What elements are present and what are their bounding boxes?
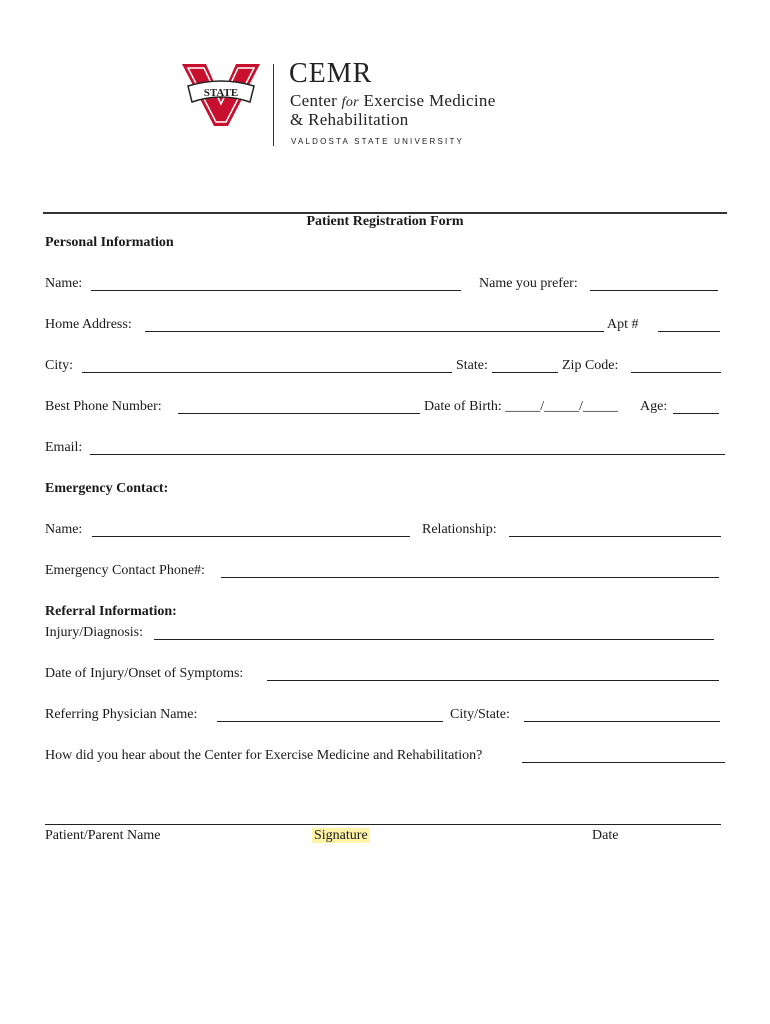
apt-label: Apt #	[607, 317, 639, 332]
logo-line-1b: Exercise Medicine	[358, 91, 496, 110]
signature-field[interactable]	[312, 828, 370, 844]
physician-field[interactable]	[217, 721, 443, 722]
onset-row	[45, 666, 725, 686]
name-row	[45, 276, 725, 296]
personal-heading: Personal Information	[45, 235, 174, 250]
preferred-name-label: Name you prefer:	[479, 276, 578, 291]
emergency-name-field[interactable]	[92, 536, 410, 537]
city-row	[45, 358, 725, 378]
patient-name-label: Patient/Parent Name	[45, 828, 161, 843]
state-label: State:	[456, 358, 488, 373]
phone-label: Best Phone Number:	[45, 399, 162, 414]
city-state-field[interactable]	[524, 721, 720, 722]
address-row	[45, 317, 725, 337]
preferred-name-field[interactable]	[590, 290, 718, 291]
logo-line-1	[290, 91, 496, 111]
logo-line-1-for: for	[341, 95, 359, 110]
emergency-name-label: Name:	[45, 522, 83, 537]
relationship-label: Relationship:	[422, 522, 497, 537]
physician-label: Referring Physician Name:	[45, 707, 198, 722]
address-label: Home Address:	[45, 317, 132, 332]
logo-title: CEMR	[289, 58, 373, 89]
signature-line[interactable]	[45, 824, 721, 825]
injury-row	[45, 625, 725, 645]
state-field[interactable]	[492, 372, 558, 373]
valdosta-v-logo-icon	[176, 62, 266, 128]
emergency-name-row	[45, 522, 725, 542]
address-field[interactable]	[145, 331, 604, 332]
phone-row	[45, 399, 725, 419]
logo-badge-text: STATE	[203, 87, 239, 99]
signature-label: Signature	[314, 828, 368, 843]
injury-field[interactable]	[154, 639, 714, 640]
name-field[interactable]	[91, 290, 461, 291]
onset-field[interactable]	[267, 680, 719, 681]
hear-about-row	[45, 748, 725, 768]
hear-about-label: How did you hear about the Center for Exercise Medicine and Rehabilitation?	[45, 748, 483, 763]
dob-label[interactable]: Date of Birth: _____/_____/_____	[424, 399, 619, 414]
form-title: Patient Registration Form	[306, 214, 464, 229]
email-field[interactable]	[90, 454, 725, 455]
emergency-phone-field[interactable]	[221, 577, 719, 578]
email-label: Email:	[45, 440, 83, 455]
relationship-field[interactable]	[509, 536, 721, 537]
emergency-phone-row	[45, 563, 725, 583]
zip-label: Zip Code:	[562, 358, 619, 373]
logo-university: VALDOSTA STATE UNIVERSITY	[291, 137, 465, 146]
city-state-label: City/State:	[450, 707, 510, 722]
date-label: Date	[592, 828, 619, 843]
email-row	[45, 440, 725, 460]
hear-about-field[interactable]	[522, 762, 725, 763]
onset-label: Date of Injury/Onset of Symptoms:	[45, 666, 244, 681]
physician-row	[45, 707, 725, 727]
logo-divider	[273, 64, 274, 146]
referral-heading: Referral Information:	[45, 604, 177, 619]
logo-line-2: & Rehabilitation	[290, 110, 409, 129]
apt-field[interactable]	[658, 331, 720, 332]
age-label: Age:	[640, 399, 668, 414]
age-field[interactable]	[673, 413, 719, 414]
city-label: City:	[45, 358, 74, 373]
emergency-phone-label: Emergency Contact Phone#:	[45, 563, 205, 578]
phone-field[interactable]	[178, 413, 420, 414]
injury-label: Injury/Diagnosis:	[45, 625, 143, 640]
name-label: Name:	[45, 276, 83, 291]
zip-field[interactable]	[631, 372, 721, 373]
emergency-heading: Emergency Contact:	[45, 481, 169, 496]
city-field[interactable]	[82, 372, 452, 373]
logo-line-1a: Center	[290, 91, 342, 110]
